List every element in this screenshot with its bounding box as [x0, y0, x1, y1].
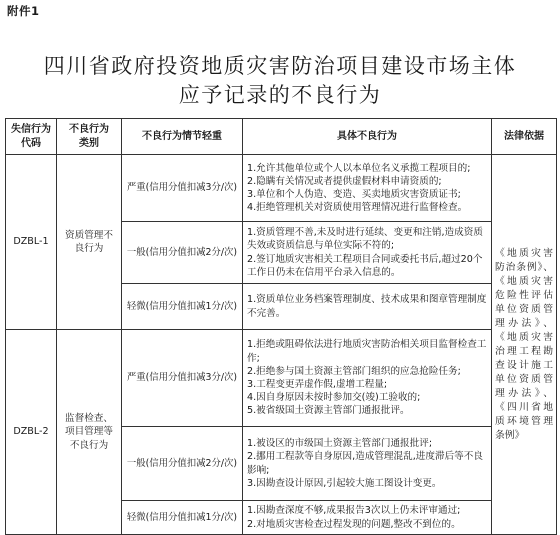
bad-behavior-table — [5, 118, 557, 535]
severity-cell: 轻微(信用分值扣减1分/次) — [122, 501, 243, 535]
behavior-item: 3.因勘查设计原因,引起较大施工图设计变更。 — [247, 477, 442, 489]
document-title-line-2: 应予记录的不良行为 — [178, 83, 382, 107]
behavior-item: 1.拒绝或阻碍依法进行地质灾害防治相关项目监督检查工作; — [247, 339, 487, 364]
behavior-item: 3.工程变更弄虚作假,虚增工程量; — [247, 379, 388, 390]
table-header-row — [6, 119, 557, 155]
behavior-item: 1.资质管理不善,未及时进行延续、变更和注销,造成资质失效或资质信息与单位实际不符的; — [247, 227, 483, 252]
behavior-item: 5.被省级国土资源主管部门通报批评。 — [247, 405, 410, 417]
behavior-item: 1.被设区的市级国土资源主管部门通报批评; — [247, 438, 433, 450]
header-severity: 不良行为情节轻重 — [122, 119, 243, 155]
behavior-cell — [243, 501, 492, 535]
behavior-cell — [243, 427, 492, 501]
annex-label: 附件1 — [7, 4, 40, 18]
header-behavior: 具体不良行为 — [243, 119, 492, 155]
behavior-item: 2.隐瞒有关情况或者提供虚假材料申请资质的; — [247, 175, 442, 187]
behavior-item: 4.因自身原因未按时参加交(竣)工验收的; — [247, 392, 421, 404]
behavior-item: 1.允许其他单位或个人以本单位名义承揽工程项目的; — [247, 162, 471, 174]
severity-cell: 一般(信用分值扣减2分/次) — [122, 222, 243, 284]
severity-cell: 轻微(信用分值扣减1分/次) — [122, 284, 243, 330]
code-cell: DZBL-2 — [6, 330, 57, 535]
behavior-cell — [243, 155, 492, 222]
legal-basis-cell: 《地质灾害防治条例》、《地质灾害危险性评估单位资质管理办法》、《地质灾害治理工程勘查设计施工单位资质管理办法》、《四川省地质环境管理条例》 — [492, 155, 557, 535]
behavior-item: 2.挪用工程款等自身原因,造成管理混乱,进度滞后等不良影响; — [247, 451, 483, 476]
behavior-item: 2.拒绝参与国土资源主管部门组织的应急抢险任务; — [247, 365, 461, 377]
severity-cell: 严重(信用分值扣减3分/次) — [122, 155, 243, 222]
header-category: 不良行为 类别 — [57, 119, 122, 155]
behavior-item: 1.资质单位业务档案管理制度、技术成果和图章管理制度不完善。 — [247, 294, 487, 319]
header-legal-basis: 法律依据 — [492, 119, 557, 155]
table-row — [6, 330, 557, 427]
category-cell: 监督检查、项目管理等不良行为 — [57, 330, 122, 535]
document-title-line-1: 四川省政府投资地质灾害防治项目建设市场主体 — [43, 54, 517, 78]
severity-cell: 一般(信用分值扣减2分/次) — [122, 427, 243, 501]
header-code: 失信行为 代码 — [6, 119, 57, 155]
behavior-cell — [243, 284, 492, 330]
code-cell: DZBL-1 — [6, 155, 57, 330]
behavior-cell — [243, 222, 492, 284]
severity-cell: 严重(信用分值扣减3分/次) — [122, 330, 243, 427]
behavior-item: 4.拒绝管理机关对资质使用管理情况进行监督检查。 — [247, 202, 468, 214]
behavior-item: 1.因勘查深度不够,成果报告3次以上仍未评审通过; — [247, 505, 461, 517]
category-cell: 资质管理不良行为 — [57, 155, 122, 330]
behavior-item: 3.单位和个人伪造、变造、买卖地质灾害资质证书; — [247, 189, 461, 200]
behavior-item: 2.签订地质灾害相关工程项目合同或委托书后,超过20个工作日仍未在信用平台录入信息的。 — [247, 253, 483, 278]
behavior-item: 2.对地质灾害检查过程发现的问题,整改不到位的。 — [247, 518, 461, 530]
behavior-cell — [243, 330, 492, 427]
table-row — [6, 155, 557, 222]
